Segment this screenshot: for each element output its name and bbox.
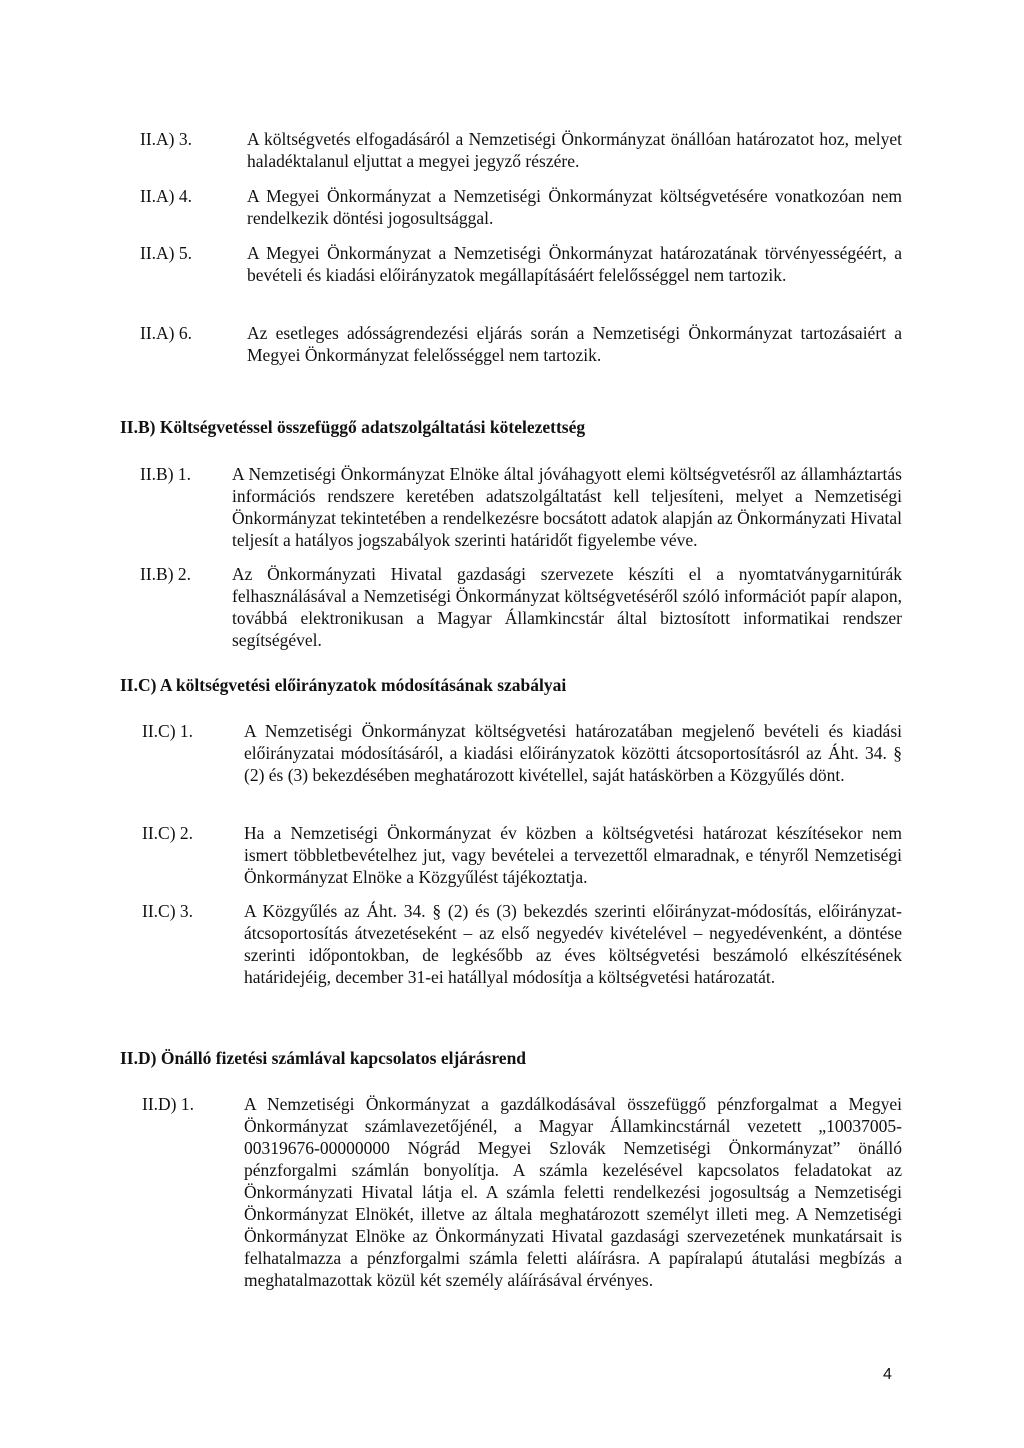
item-number: II.D) 1. (142, 1094, 194, 1114)
item-text: Ha a Nemzetiségi Önkormányzat év közben a költségvetési határozat készítésekor nem ismert többletbevételhez jut, vagy bevételei a tervezettől elmaradnak, e tényről Nemzetiségi Önkormányzat Elnöke a Közgyűlést tájékoztatja. (244, 823, 902, 887)
item-text: A Közgyűlés az Áht. 34. § (2) és (3) bekezdés szerinti előirányzat-módosítás, előirányzat-átcsoportosítás átvezetéseként – az első negyedév kivételével – negyedévenként, a döntése szerinti időpontokban, de legkésőbb az éves költségvetési beszámoló elkészítésének határidejéig, december 31-ei hatállyal módosítja a költségvetési határozatát. (244, 901, 902, 987)
item-text: Az esetleges adósságrendezési eljárás során a Nemzetiségi Önkormányzat tartozásaiért a Megyei Önkormányzat felelősséggel nem tartozik. (247, 323, 902, 365)
page-number: 4 (883, 1366, 892, 1383)
list-item-a3 (140, 128, 902, 172)
list-item-c2 (142, 822, 902, 888)
list-item-a6 (140, 322, 902, 366)
list-item-c1 (142, 720, 902, 786)
item-text: A Nemzetiségi Önkormányzat költségvetési határozatában megjelenő bevételi és kiadási előirányzatai módosításáról, a kiadási előirányzatok közötti átcsoportosításról az Áht. 34. § (2) és (3) bekezdésében meghatározott kivétellel, saját hatáskörben a Közgyűlés dönt. (244, 721, 902, 785)
item-number: II.A) 5. (140, 243, 192, 263)
item-text: Az Önkormányzati Hivatal gazdasági szervezete készíti el a nyomtatványgarnitúrák felhasználásával a Nemzetiségi Önkormányzat költségvetéséről szóló információt papír alapon, továbbá elektronikusan a Magyar Államkincstár által biztosított informatikai rendszer segítségével. (232, 564, 902, 650)
item-number: II.A) 3. (140, 129, 192, 149)
list-item-a5 (140, 242, 902, 286)
list-item-b1 (140, 463, 902, 551)
item-text: A Nemzetiségi Önkormányzat Elnöke által jóváhagyott elemi költségvetésről az államháztartás információs rendszere keretében adatszolgáltatást kell teljesíteni, melyet a Nemzetiségi Önkormányzat tekintetében a rendelkezésre bocsátott adatok alapján az Önkormányzati Hivatal teljesít a hatályos jogszabályok szerinti határidőt figyelembe véve. (232, 464, 902, 550)
list-item-a4 (140, 185, 902, 229)
list-item-c3 (142, 900, 902, 988)
item-number: II.B) 1. (140, 464, 192, 484)
item-text: A Nemzetiségi Önkormányzat a gazdálkodásával összefüggő pénzforgalmat a Megyei Önkormányzat számlavezetőjénél, a Magyar Államkincstárnál vezetett „10037005-00319676-00000000 Nógrád Megyei Szlovák Nemzetiségi Önkormányzat” önálló pénzforgalmi számlán bonyolítja. A számla kezelésével kapcsolatos feladatokat az Önkormányzati Hivatal látja el. A számla feletti rendelkezési jogosultság a Nemzetiségi Önkormányzat Elnökét, illetve az általa meghatározott személyt illeti meg. A Nemzetiségi Önkormányzat Elnöke az Önkormányzati Hivatal gazdasági szervezetének munkatársait is felhatalmazza a pénzforgalmi számla feletti aláírásra. A papíralapú átutalási megbízás a meghatalmazottak közül két személy aláírásával érvényes. (244, 1094, 902, 1290)
item-text: A Megyei Önkormányzat a Nemzetiségi Önkormányzat határozatának törvényességéért, a bevételi és kiadási előirányzatok megállapításáért felelősséggel nem tartozik. (247, 243, 902, 285)
item-text: A költségvetés elfogadásáról a Nemzetiségi Önkormányzat önállóan határozatot hoz, melyet haladéktalanul eljuttat a megyei jegyző részére. (247, 129, 902, 171)
item-number: II.C) 3. (142, 901, 194, 921)
item-number: II.A) 4. (140, 186, 192, 206)
item-number: II.B) 2. (140, 564, 192, 584)
item-number: II.C) 1. (142, 721, 194, 741)
item-number: II.A) 6. (140, 323, 192, 343)
item-text: A Megyei Önkormányzat a Nemzetiségi Önkormányzat költségvetésére vonatkozóan nem rendelkezik döntési jogosultsággal. (247, 186, 902, 228)
item-number: II.C) 2. (142, 823, 194, 843)
section-heading-d: II.D) Önálló fizetési számlával kapcsolatos eljárásrend (120, 1048, 527, 1068)
list-item-d1 (142, 1093, 902, 1291)
section-heading-c: II.C) A költségvetési előirányzatok módosításának szabályai (120, 675, 567, 695)
list-item-b2 (140, 563, 902, 651)
section-heading-b: II.B) Költségvetéssel összefüggő adatszolgáltatási kötelezettség (120, 417, 586, 437)
